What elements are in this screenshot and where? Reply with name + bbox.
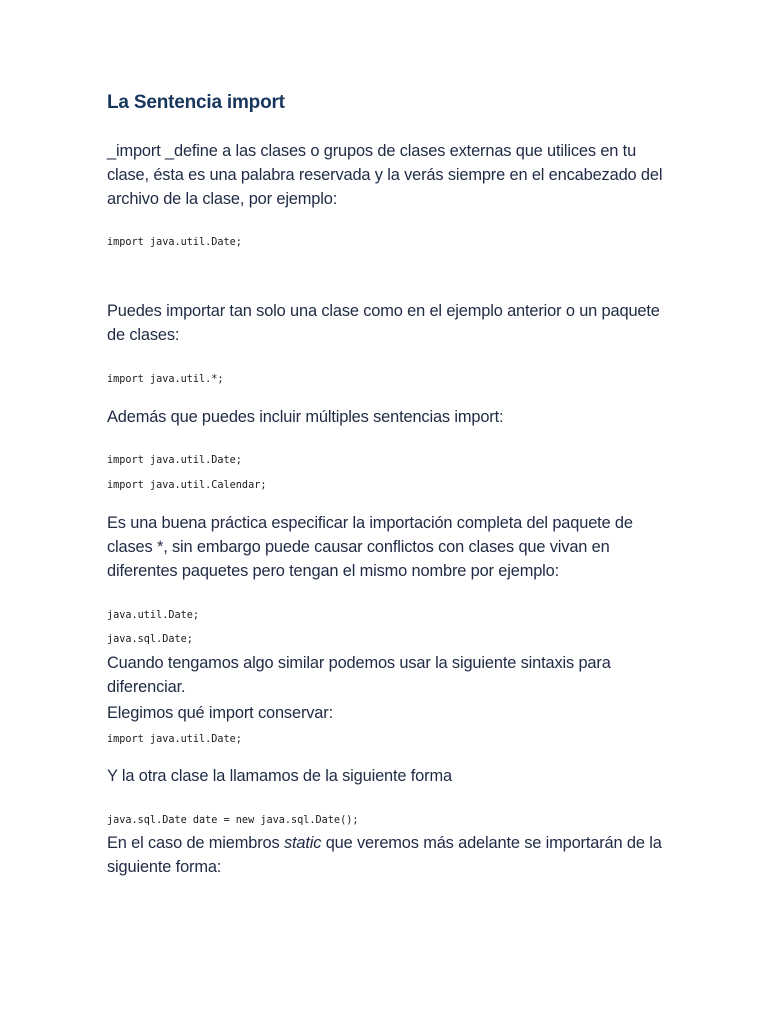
code-multi-calendar: import java.util.Calendar;: [107, 480, 267, 491]
code-multi-date: import java.util.Date;: [107, 455, 242, 466]
multiple-imports-paragraph: Además que puedes incluir múltiples sentencias import:: [107, 408, 504, 426]
page-title: La Sentencia import: [107, 92, 285, 113]
static-text-after: que veremos más adelante se importarán de la siguiente forma:: [107, 834, 662, 876]
similar-paragraph: Cuando tengamos algo similar podemos usar la siguiente sintaxis para diferenciar.: [107, 654, 611, 696]
static-keyword: static: [283, 834, 322, 852]
intro-paragraph: _import _define a las clases o grupos de clases externas que utilices en tu clase, ésta es una palabra reservada y la verás siempre en el encabezado del archivo de la clase, por ejemplo:: [107, 142, 663, 208]
static-paragraph: [107, 831, 667, 879]
code-conflict-util: java.util.Date;: [107, 610, 200, 621]
static-text-before: En el caso de miembros: [107, 834, 284, 852]
single-or-package-paragraph: Puedes importar tan solo una clase como en el ejemplo anterior o un paquete de clases:: [107, 302, 660, 344]
code-import-date: import java.util.Date;: [107, 237, 242, 248]
best-practice-paragraph: Es una buena práctica especificar la importación completa del paquete de clases *, sin embargo puede causar conflictos con clases que vivan en diferentes paquetes pero tengan el mismo nombre por ejemplo:: [107, 514, 633, 580]
other-class-paragraph: Y la otra clase la llamamos de la siguiente forma: [107, 767, 452, 785]
choose-paragraph: Elegimos qué import conservar:: [107, 704, 333, 722]
code-conflict-sql: java.sql.Date;: [107, 634, 193, 645]
code-import-all: import java.util.*;: [107, 374, 224, 385]
code-qualified-new: java.sql.Date date = new java.sql.Date();: [107, 815, 359, 826]
code-keep-import: import java.util.Date;: [107, 734, 242, 745]
